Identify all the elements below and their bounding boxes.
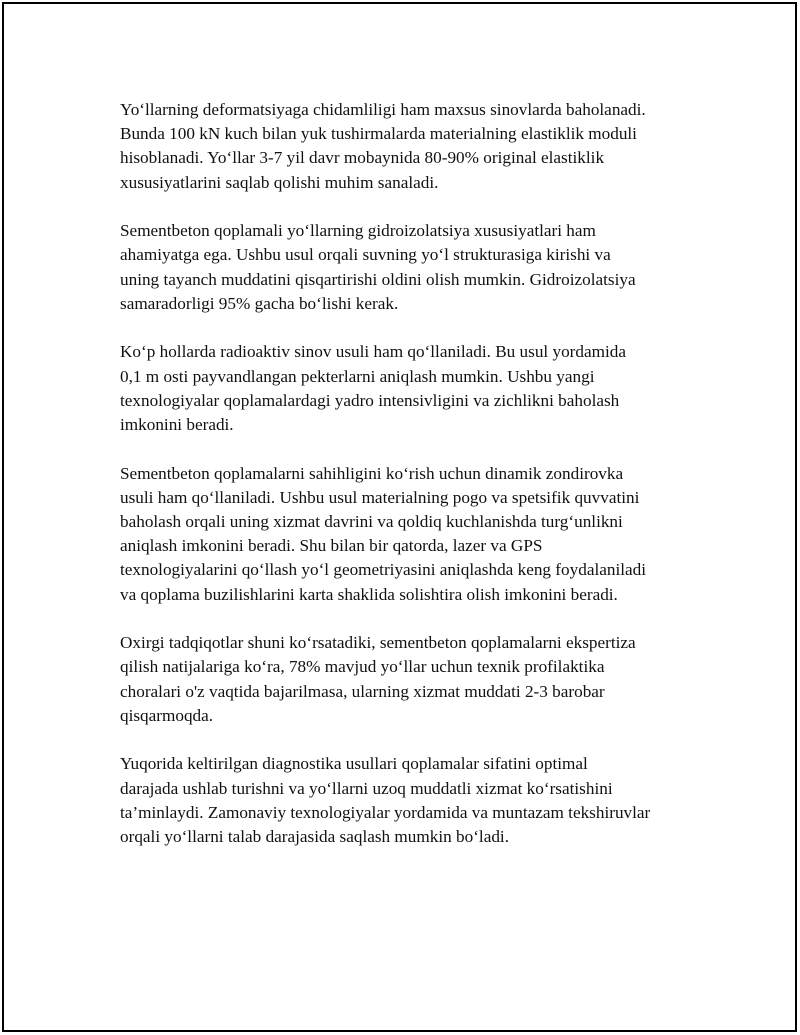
paragraph-dynamic-probing: Sementbeton qoplamalarni sahihligini ko‘rish uchun dinamik zondirovka usuli ham qo‘llaniladi. Ushbu usul materialning pogo va spetsifik quvvatini baholash orqali uning xizmat davrini va qoldiq kuchlanishda turg‘unlikni aniqlash imkonini beradi. Shu bilan bir qatorda, lazer va GPS texnologiyalarini qo‘llash yo‘l geometriyasini aniqlashda keng foydalaniladi va qoplama buzilishlarini karta shaklida solishtira olish imkonini beradi. xyxy=(120,463,646,604)
paragraph-radioactive-testing: Ko‘p hollarda radioaktiv sinov usuli ham qo‘llaniladi. Bu usul yordamida 0,1 m osti payvandlangan pekterlarni aniqlash mumkin. Ushbu yangi texnologiyalar qoplamalardagi yadro intensivligini va zichlikni baholash imkonini beradi. xyxy=(120,342,626,435)
paragraph-waterproofing: Sementbeton qoplamali yo‘llarning gidroizolatsiya xususiyatlari ham ahamiyatga ega. Ushbu usul orqali suvning yo‘l strukturasiga kirishi va uning tayanch muddatini qisqartirishi oldini olish mumkin. Gidroizolatsiya samaradorligi 95% gacha bo‘lishi kerak. xyxy=(120,221,636,313)
paragraph-conclusion: Yuqorida keltirilgan diagnostika usullari qoplamalar sifatini optimal darajada ushlab turishni va yo‘llarni uzoq muddatli xizmat ko‘rsatishini ta’minlaydi. Zamonaviy texnologiyalar yordamida va muntazam tekshiruvlar orqali yo‘llarni talab darajasida saqlash mumkin bo‘ladi. xyxy=(120,754,651,847)
page-frame xyxy=(2,2,797,1032)
paragraph-research-findings: Oxirgi tadqiqotlar shuni ko‘rsatadiki, sementbeton qoplamalarni ekspertiza qilish natijalariga ko‘ra, 78% mavjud yo‘llar uchun texnik profilaktika choralari o'z vaqtida bajarilmasa, ularning xizmat muddati 2-3 barobar qisqarmoqda. xyxy=(120,633,636,725)
document-body xyxy=(120,98,710,874)
paragraph-deformation: Yo‘llarning deformatsiyaga chidamliligi ham maxsus sinovlarda baholanadi. Bunda 100 kN kuch bilan yuk tushirmalarda materialning elastiklik moduli hisoblanadi. Yo‘llar 3-7 yil davr mobaynida 80-90% original elastiklik xususiyatlarini saqlab qolishi muhim sanaladi. xyxy=(120,100,646,192)
